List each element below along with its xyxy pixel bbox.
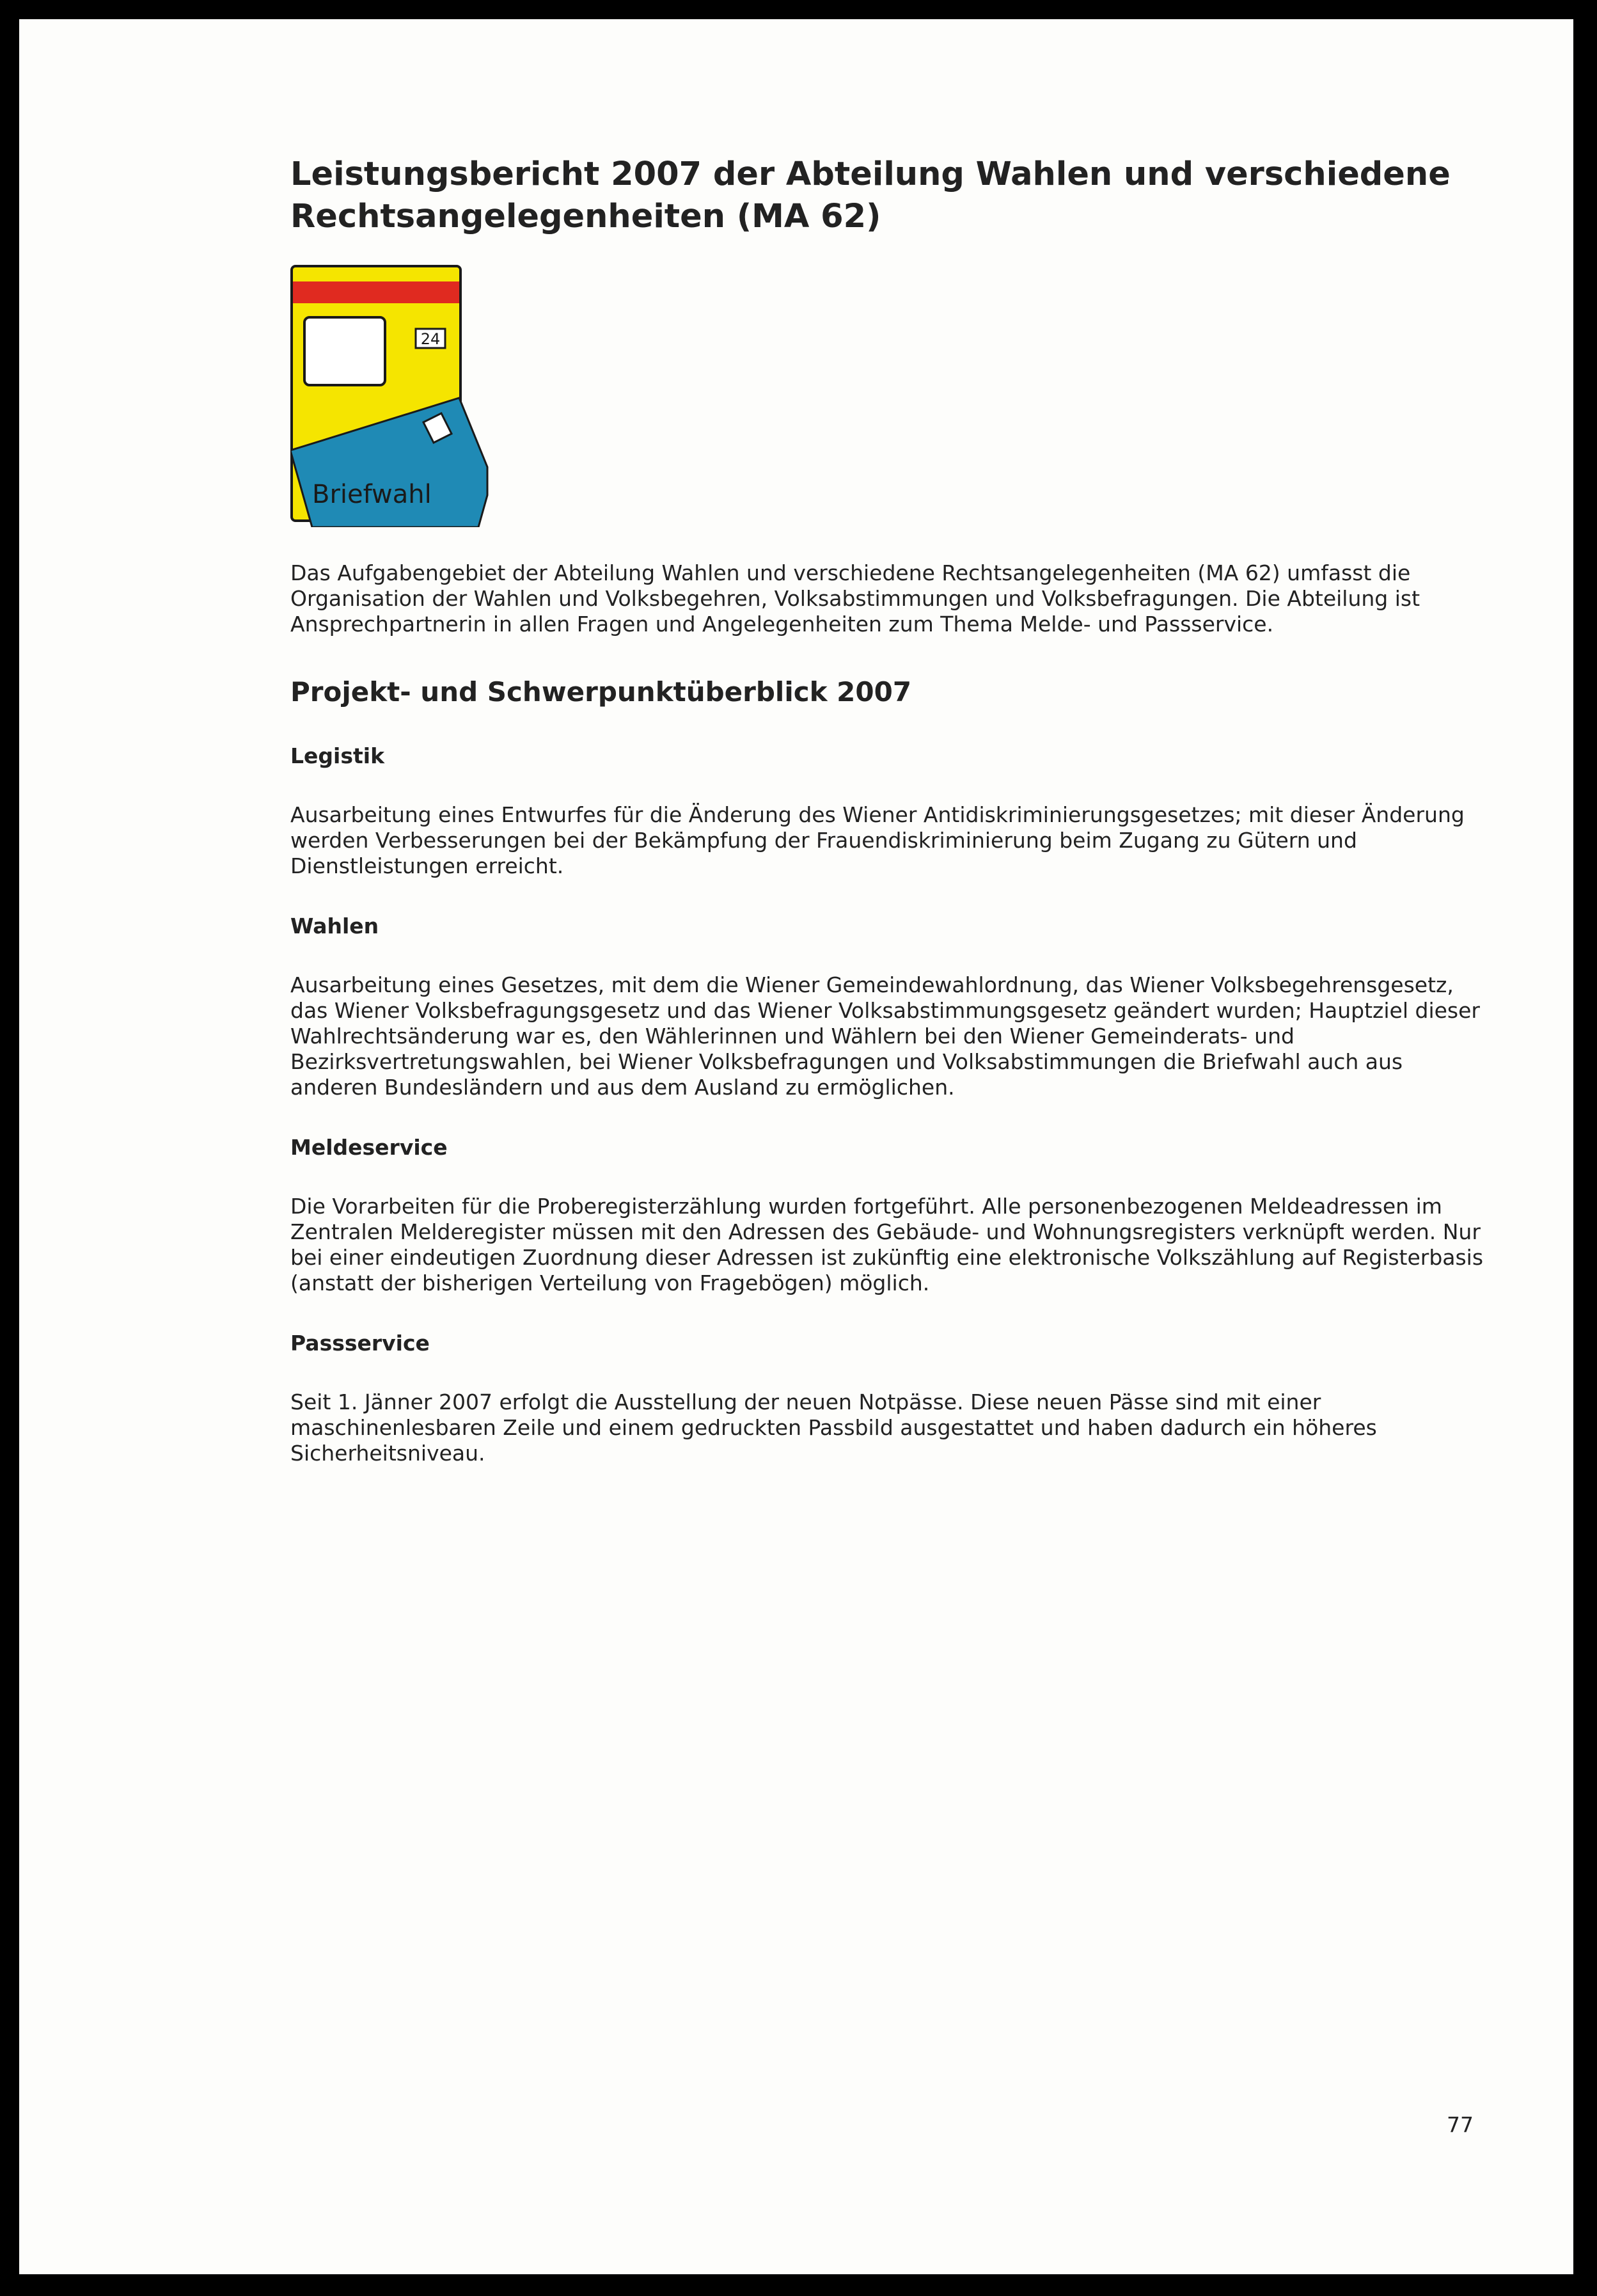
logo-number: 24	[420, 330, 441, 348]
section-legistik	[290, 743, 1486, 879]
section-wahlen	[290, 914, 1486, 1100]
section-heading: Wahlen	[290, 914, 379, 938]
section-heading: Meldeservice	[290, 1135, 448, 1160]
content-area	[290, 154, 1486, 1466]
section-text: Ausarbeitung eines Gesetzes, mit dem die Wiener Gemeindewahlordnung, das Wiener Volksbegehrensgesetz, das Wiener Volksbefragungsgesetz und das Wiener Volksabstimmungsgesetz geändert wurden; Hauptziel dieser Wahlrechtsänderung war es, den Wählerinnen und Wählern bei den Wiener Gemeinderats- und Bezirksvertretungswahlen, bei Wiener Volksbefragungen und Volksabstimmungen die Briefwahl auch aus anderen Bundesländern und aus dem Ausland zu ermöglichen.	[290, 972, 1480, 1100]
section-text: Ausarbeitung eines Entwurfes für die Änderung des Wiener Antidiskriminierungsgesetzes; mit dieser Änderung werden Verbesserungen bei der Bekämpfung der Frauendiskriminierung beim Zugang zu Gütern und Dienstleistungen erreicht.	[290, 802, 1465, 878]
section-passservice	[290, 1331, 1486, 1466]
section-meldeservice	[290, 1135, 1486, 1296]
section-heading: Passservice	[290, 1331, 430, 1356]
briefwahl-logo	[290, 265, 489, 527]
section-overview-heading: Projekt- und Schwerpunktüberblick 2007	[290, 676, 912, 708]
section-text: Die Vorarbeiten für die Proberegisterzählung wurden fortgeführt. Alle personenbezogenen Meldeadressen im Zentralen Melderegister müssen mit den Adressen des Gebäude- und Wohnungsregisters verknüpft werden. Nur bei einer eindeutigen Zuordnung dieser Adressen ist zukünftig eine elektronische Volkszählung auf Registerbasis (anstatt der bisherigen Verteilung von Fragebögen) möglich.	[290, 1194, 1484, 1295]
logo-label: Briefwahl	[312, 480, 432, 509]
intro-paragraph: Das Aufgabengebiet der Abteilung Wahlen und verschiedene Rechtsangelegenheiten (MA 62) umfasst die Organisation der Wahlen und Volksbegehren, Volksabstimmungen und Volksbefragungen. Die Abteilung ist Ansprechpartnerin in allen Fragen und Angelegenheiten zum Thema Melde- und Passservice.	[290, 560, 1420, 637]
document-page	[19, 19, 1573, 2274]
section-heading: Legistik	[290, 743, 385, 768]
page-title: Leistungsbericht 2007 der Abteilung Wahlen und verschiedene Rechtsangelegenheiten (MA 62)	[290, 155, 1451, 235]
section-text: Seit 1. Jänner 2007 erfolgt die Ausstellung der neuen Notpässe. Diese neuen Pässe sind mit einer maschinenlesbaren Zeile und einem gedruckten Passbild ausgestattet und haben dadurch ein höheres Sicherheitsniveau.	[290, 1389, 1377, 1466]
page-number: 77	[1447, 2112, 1474, 2137]
